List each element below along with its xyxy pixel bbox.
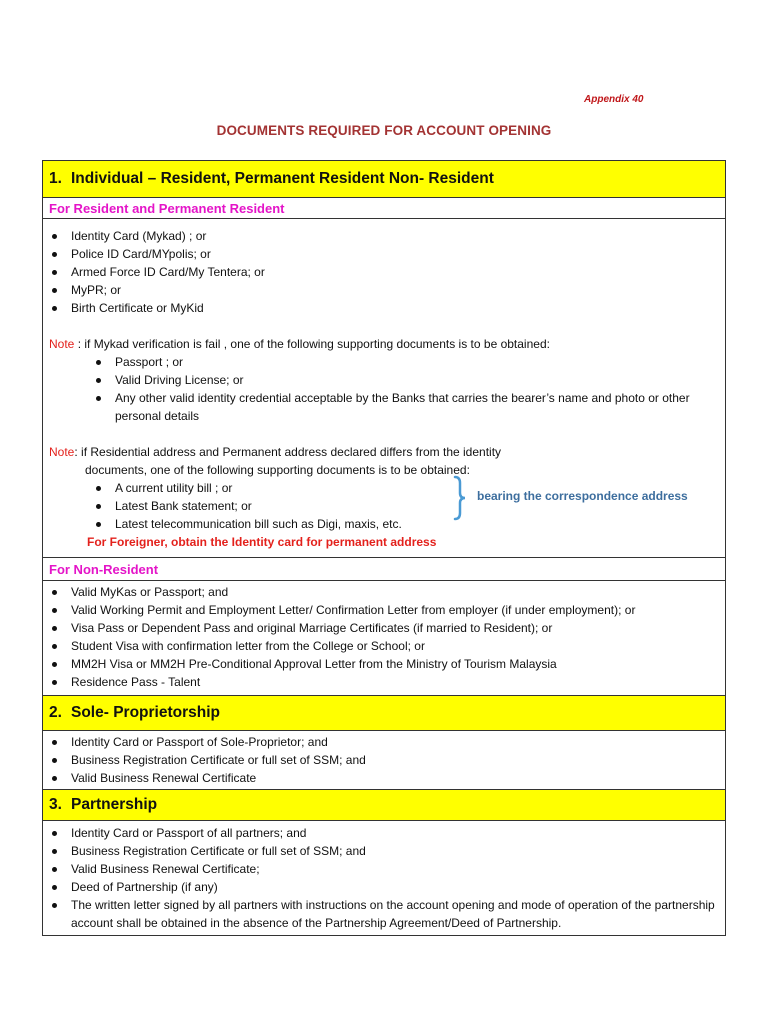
section-1-header <box>43 161 726 198</box>
list-item: MM2H Visa or MM2H Pre-Conditional Approval Letter from the Ministry of Tourism Malaysia <box>49 655 719 673</box>
non-resident-list <box>49 583 719 691</box>
list-item: Visa Pass or Dependent Pass and original Marriage Certificates (if married to Resident); or <box>49 619 719 637</box>
mykad-supporting-list <box>93 353 719 425</box>
section-2-number: 2. <box>49 704 62 721</box>
list-item: A current utility bill ; or <box>93 479 719 497</box>
resident-content <box>43 219 726 558</box>
list-item: Deed of Partnership (if any) <box>49 878 719 896</box>
list-item: Birth Certificate or MyKid <box>49 299 719 317</box>
mykad-note-text: : if Mykad verification is fail , one of the following supporting documents is to be obtained: <box>74 337 550 351</box>
section-1-header-row <box>43 161 726 198</box>
list-item: Business Registration Certificate or full set of SSM; and <box>49 751 719 769</box>
sole-proprietorship-list <box>49 733 719 787</box>
list-item: MyPR; or <box>49 281 719 299</box>
section-2-title: Sole- Proprietorship <box>71 704 220 721</box>
section-1-number: 1. <box>49 170 62 187</box>
section-3-number: 3. <box>49 796 62 813</box>
section-3-header <box>43 790 726 821</box>
section-1-title: Individual – Resident, Permanent Resident Non- Resident <box>71 170 494 187</box>
list-item: Valid MyKas or Passport; and <box>49 583 719 601</box>
foreigner-note: For Foreigner, obtain the Identity card for permanent address <box>87 535 437 549</box>
address-supporting-list <box>93 479 719 533</box>
list-item: Latest telecommunication bill such as Digi, maxis, etc. <box>93 515 719 533</box>
list-item: Student Visa with confirmation letter from the College or School; or <box>49 637 719 655</box>
address-note-line2: documents, one of the following supporting documents is to be obtained: <box>85 463 470 477</box>
list-item: Valid Working Permit and Employment Letter/ Confirmation Letter from employer (if under employment); or <box>49 601 719 619</box>
section-2-content <box>43 731 726 790</box>
appendix-label: Appendix 40 <box>584 94 644 105</box>
list-item: Identity Card or Passport of all partners; and <box>49 824 719 842</box>
resident-id-list <box>49 227 719 317</box>
list-item: Police ID Card/MYpolis; or <box>49 245 719 263</box>
resident-subheading-text: For Resident and Permanent Resident <box>49 200 285 216</box>
list-item: Valid Business Renewal Certificate <box>49 769 719 787</box>
list-item: Residence Pass - Talent <box>49 673 719 691</box>
mykad-note <box>49 335 719 353</box>
list-item: Latest Bank statement; or <box>93 497 719 515</box>
list-item: Identity Card or Passport of Sole-Proprietor; and <box>49 733 719 751</box>
non-resident-subheading <box>43 558 726 581</box>
non-resident-subheading-text: For Non-Resident <box>49 561 159 577</box>
note-label: Note <box>49 445 75 459</box>
address-supporting-block <box>49 479 719 533</box>
list-item: Passport ; or <box>93 353 719 371</box>
non-resident-content <box>43 581 726 696</box>
address-note-line1: : if Residential address and Permanent address declared differs from the identity <box>74 445 502 459</box>
list-item: Valid Driving License; or <box>93 371 719 389</box>
section-3-title: Partnership <box>71 796 158 813</box>
resident-subheading <box>43 198 726 219</box>
correspondence-note: bearing the correspondence address <box>477 489 688 503</box>
section-3-content <box>43 821 726 936</box>
address-note <box>49 443 719 461</box>
requirements-table <box>42 160 726 936</box>
list-item: Business Registration Certificate or full set of SSM; and <box>49 842 719 860</box>
list-item: Any other valid identity credential acceptable by the Banks that carries the bearer’s name and photo or other personal details <box>93 389 719 425</box>
list-item: Valid Business Renewal Certificate; <box>49 860 719 878</box>
curly-brace-icon <box>453 475 467 521</box>
list-item: Identity Card (Mykad) ; or <box>49 227 719 245</box>
note-label: Note <box>49 337 75 351</box>
list-item: The written letter signed by all partners with instructions on the account opening and mode of operation of the partnership account shall be obtained in the absence of the Partnership Agreement/Deed of Partnership. <box>49 896 719 932</box>
list-item: Armed Force ID Card/My Tentera; or <box>49 263 719 281</box>
partnership-list <box>49 824 719 932</box>
page-title: DOCUMENTS REQUIRED FOR ACCOUNT OPENING <box>216 123 552 138</box>
section-2-header <box>43 696 726 731</box>
